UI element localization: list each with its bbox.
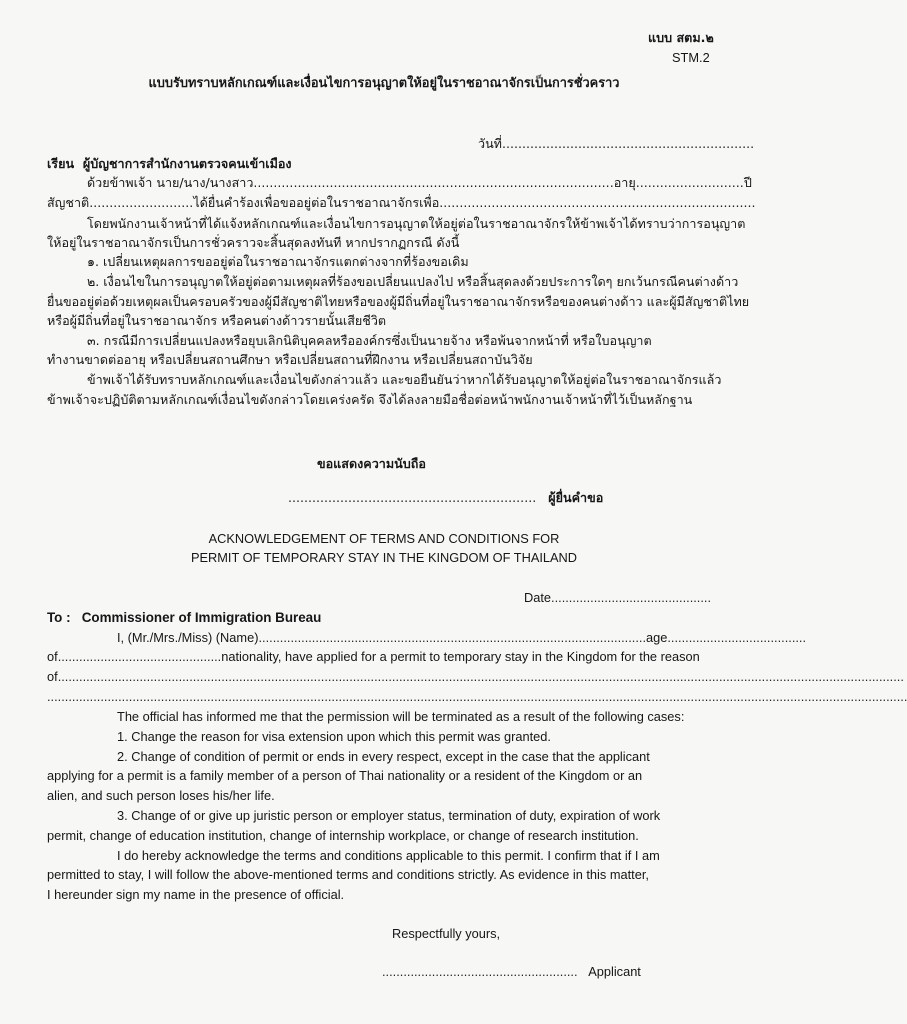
thai-to-line [47,156,292,172]
english-item1: 1. Change the reason for visa extension upon which this permit was granted. [117,729,551,744]
english-to-line [47,610,321,626]
thai-item2-line1: ๒. เงื่อนไขในการอนุญาตให้อยู่ต่อตามเหตุผลที่ร้องขอเปลี่ยนแปลงไป หรือสิ้นสุดลงด้วยประการใดๆ ยกเว้นกรณีคนต่างด้าว [87,274,739,289]
thai-nationality-line[interactable]: สัญชาติ..........................ได้ยื่นคำร้องเพื่อขออยู่ต่อในราชอาณาจักรเพื่อ............................................................................... [47,195,756,210]
english-to-label: To : [47,610,71,625]
thai-para2-line1: ข้าพเจ้าได้รับทราบหลักเกณฑ์และเงื่อนไขดังกล่าวแล้ว และขอยืนยันว่าหากได้รับอนุญาตให้อยู่ต่อในราชอาณาจักรแล้ว [87,372,722,387]
english-nationality-line[interactable]: of..............................................nationality, have applied for a permit to temporary stay in the Kingdom for the reason [47,649,700,664]
thai-respect: ขอแสดงความนับถือ [317,456,426,471]
english-title-line2: PERMIT OF TEMPORARY STAY IN THE KINGDOM OF THAILAND [190,550,578,565]
english-title-line1: ACKNOWLEDGEMENT OF TERMS AND CONDITIONS FOR [208,531,560,546]
english-name-line[interactable]: I, (Mr./Mrs./Miss) (Name).............................................................................................................age....................................... [117,630,807,645]
english-of-label: of [47,649,58,664]
form-code-en: STM.2 [672,50,710,65]
thai-nationality-label: สัญชาติ [47,195,90,210]
english-nationality-label: nationality, have applied for a permit to temporary stay in the Kingdom for the reason [221,649,700,664]
thai-item3-line1: ๓. กรณีมีการเปลี่ยนแปลงหรือยุบเลิกนิติบุคคลหรือองค์กรซึ่งเป็นนายจ้าง หรือพ้นจากหน้าที่ หรือใบอนุญาต [87,333,652,348]
english-intro: The official has informed me that the permission will be terminated as a result of the following cases: [117,709,685,724]
english-item2-line3: alien, and such person loses his/her life. [47,788,275,803]
english-date-label: Date [524,590,552,605]
thai-age-label: อายุ [613,175,636,190]
thai-signature-line[interactable]: .............................................................. ผู้ยื่นคำขอ [288,490,604,505]
english-item3-line2: permit, change of education institution, change of internship workplace, or change of research institution. [47,828,639,843]
thai-applicant-label: ผู้ยื่นคำขอ [548,490,604,505]
thai-year-label: ปี [743,175,752,190]
english-to-name: Commissioner of Immigration Bureau [81,610,322,625]
thai-to-label: เรียน [47,156,75,171]
english-para-line2: permitted to stay, I will follow the above-mentioned terms and conditions strictly. As evidence in this matter, [47,867,649,882]
english-reason-line1[interactable]: of.............................................................................................................................................................................................................................................. [47,669,904,684]
english-age-label: age [646,630,668,645]
form-code: แบบ สตม.๒ [648,30,714,45]
english-item2-line2: applying for a permit is a family member of a person of Thai nationality or a resident of the Kingdom or an [47,768,643,783]
english-date-field[interactable]: Date............................................. [524,590,712,605]
thai-date-field[interactable]: วันที่............................................................... [478,136,755,151]
english-item3-line1: 3. Change of or give up juristic person or employer status, termination of duty, expiration of work [117,808,661,823]
thai-title: แบบรับทราบหลักเกณฑ์และเงื่อนไขการอนุญาตให้อยู่ในราชอาณาจักรเป็นการชั่วคราว [148,76,620,91]
thai-date-label: วันที่ [478,136,502,151]
thai-para2-line2: ข้าพเจ้าจะปฏิบัติตามหลักเกณฑ์เงื่อนไขดังกล่าวโดยเคร่งครัด จึงได้ลงลายมือชื่อต่อหน้าพนักงานเจ้าหน้าที่ไว้เป็นหลักฐาน [47,392,693,407]
thai-item3-line2: ทำงานขาดต่ออายุ หรือเปลี่ยนสถานศึกษา หรือเปลี่ยนสถานที่ฝึกงาน หรือเปลี่ยนสถาบันวิจัย [47,352,533,367]
thai-applied-label: ได้ยื่นคำร้องเพื่อขออยู่ต่อในราชอาณาจักรเพื่อ [193,195,440,210]
thai-to-name: ผู้บัญชาการสำนักงานตรวจคนเข้าเมือง [82,156,292,171]
thai-para1-line2: ให้อยู่ในราชอาณาจักรเป็นการชั่วคราวจะสิ้นสุดลงทันที หากปรากฏกรณี ดังนี้ [47,235,460,250]
english-name-label: I, (Mr./Mrs./Miss) (Name) [117,630,259,645]
thai-name-label: ด้วยข้าพเจ้า นาย/นาง/นางสาว [87,175,254,190]
english-applicant-label: Applicant [588,964,641,979]
thai-item1: ๑. เปลี่ยนเหตุผลการขออยู่ต่อในราชอาณาจักรแตกต่างจากที่ร้องขอเดิม [87,254,469,269]
english-reason-line2[interactable]: .................................................................................................................................................................................................................................................. [47,689,907,704]
english-respect: Respectfully yours, [392,926,501,941]
english-signature-line[interactable]: ....................................................... Applicant [382,964,641,979]
thai-item2-line2: ยื่นขออยู่ต่อด้วยเหตุผลเป็นครอบครัวของผู้มีสัญชาติไทยหรือของผู้มีถิ่นที่อยู่ในราชอาณาจักรหรือของคนต่างด้าว และผู้มีสัญชาติไทย [47,294,750,309]
thai-para1-line1: โดยพนักงานเจ้าหน้าที่ได้แจ้งหลักเกณฑ์และเงื่อนไขการอนุญาตให้อยู่ต่อในราชอาณาจักรให้ข้าพเจ้าได้ทราบว่าการอนุญาต [87,216,746,231]
english-of2-label: of [47,669,58,684]
thai-item2-line3: หรือผู้มีถิ่นที่อยู่ในราชอาณาจักร หรือคนต่างด้าวรายนั้นเสียชีวิต [47,313,387,328]
english-para-line1: I do hereby acknowledge the terms and conditions applicable to this permit. I confirm that if I am [117,848,660,863]
english-item2-line1: 2. Change of condition of permit or ends in every respect, except in the case that the applicant [117,749,650,764]
thai-name-line[interactable]: ด้วยข้าพเจ้า นาย/นาง/นางสาว..........................................................................................อายุ...........................ปี [87,175,752,190]
english-para-line3: I hereunder sign my name in the presence of official. [47,887,345,902]
